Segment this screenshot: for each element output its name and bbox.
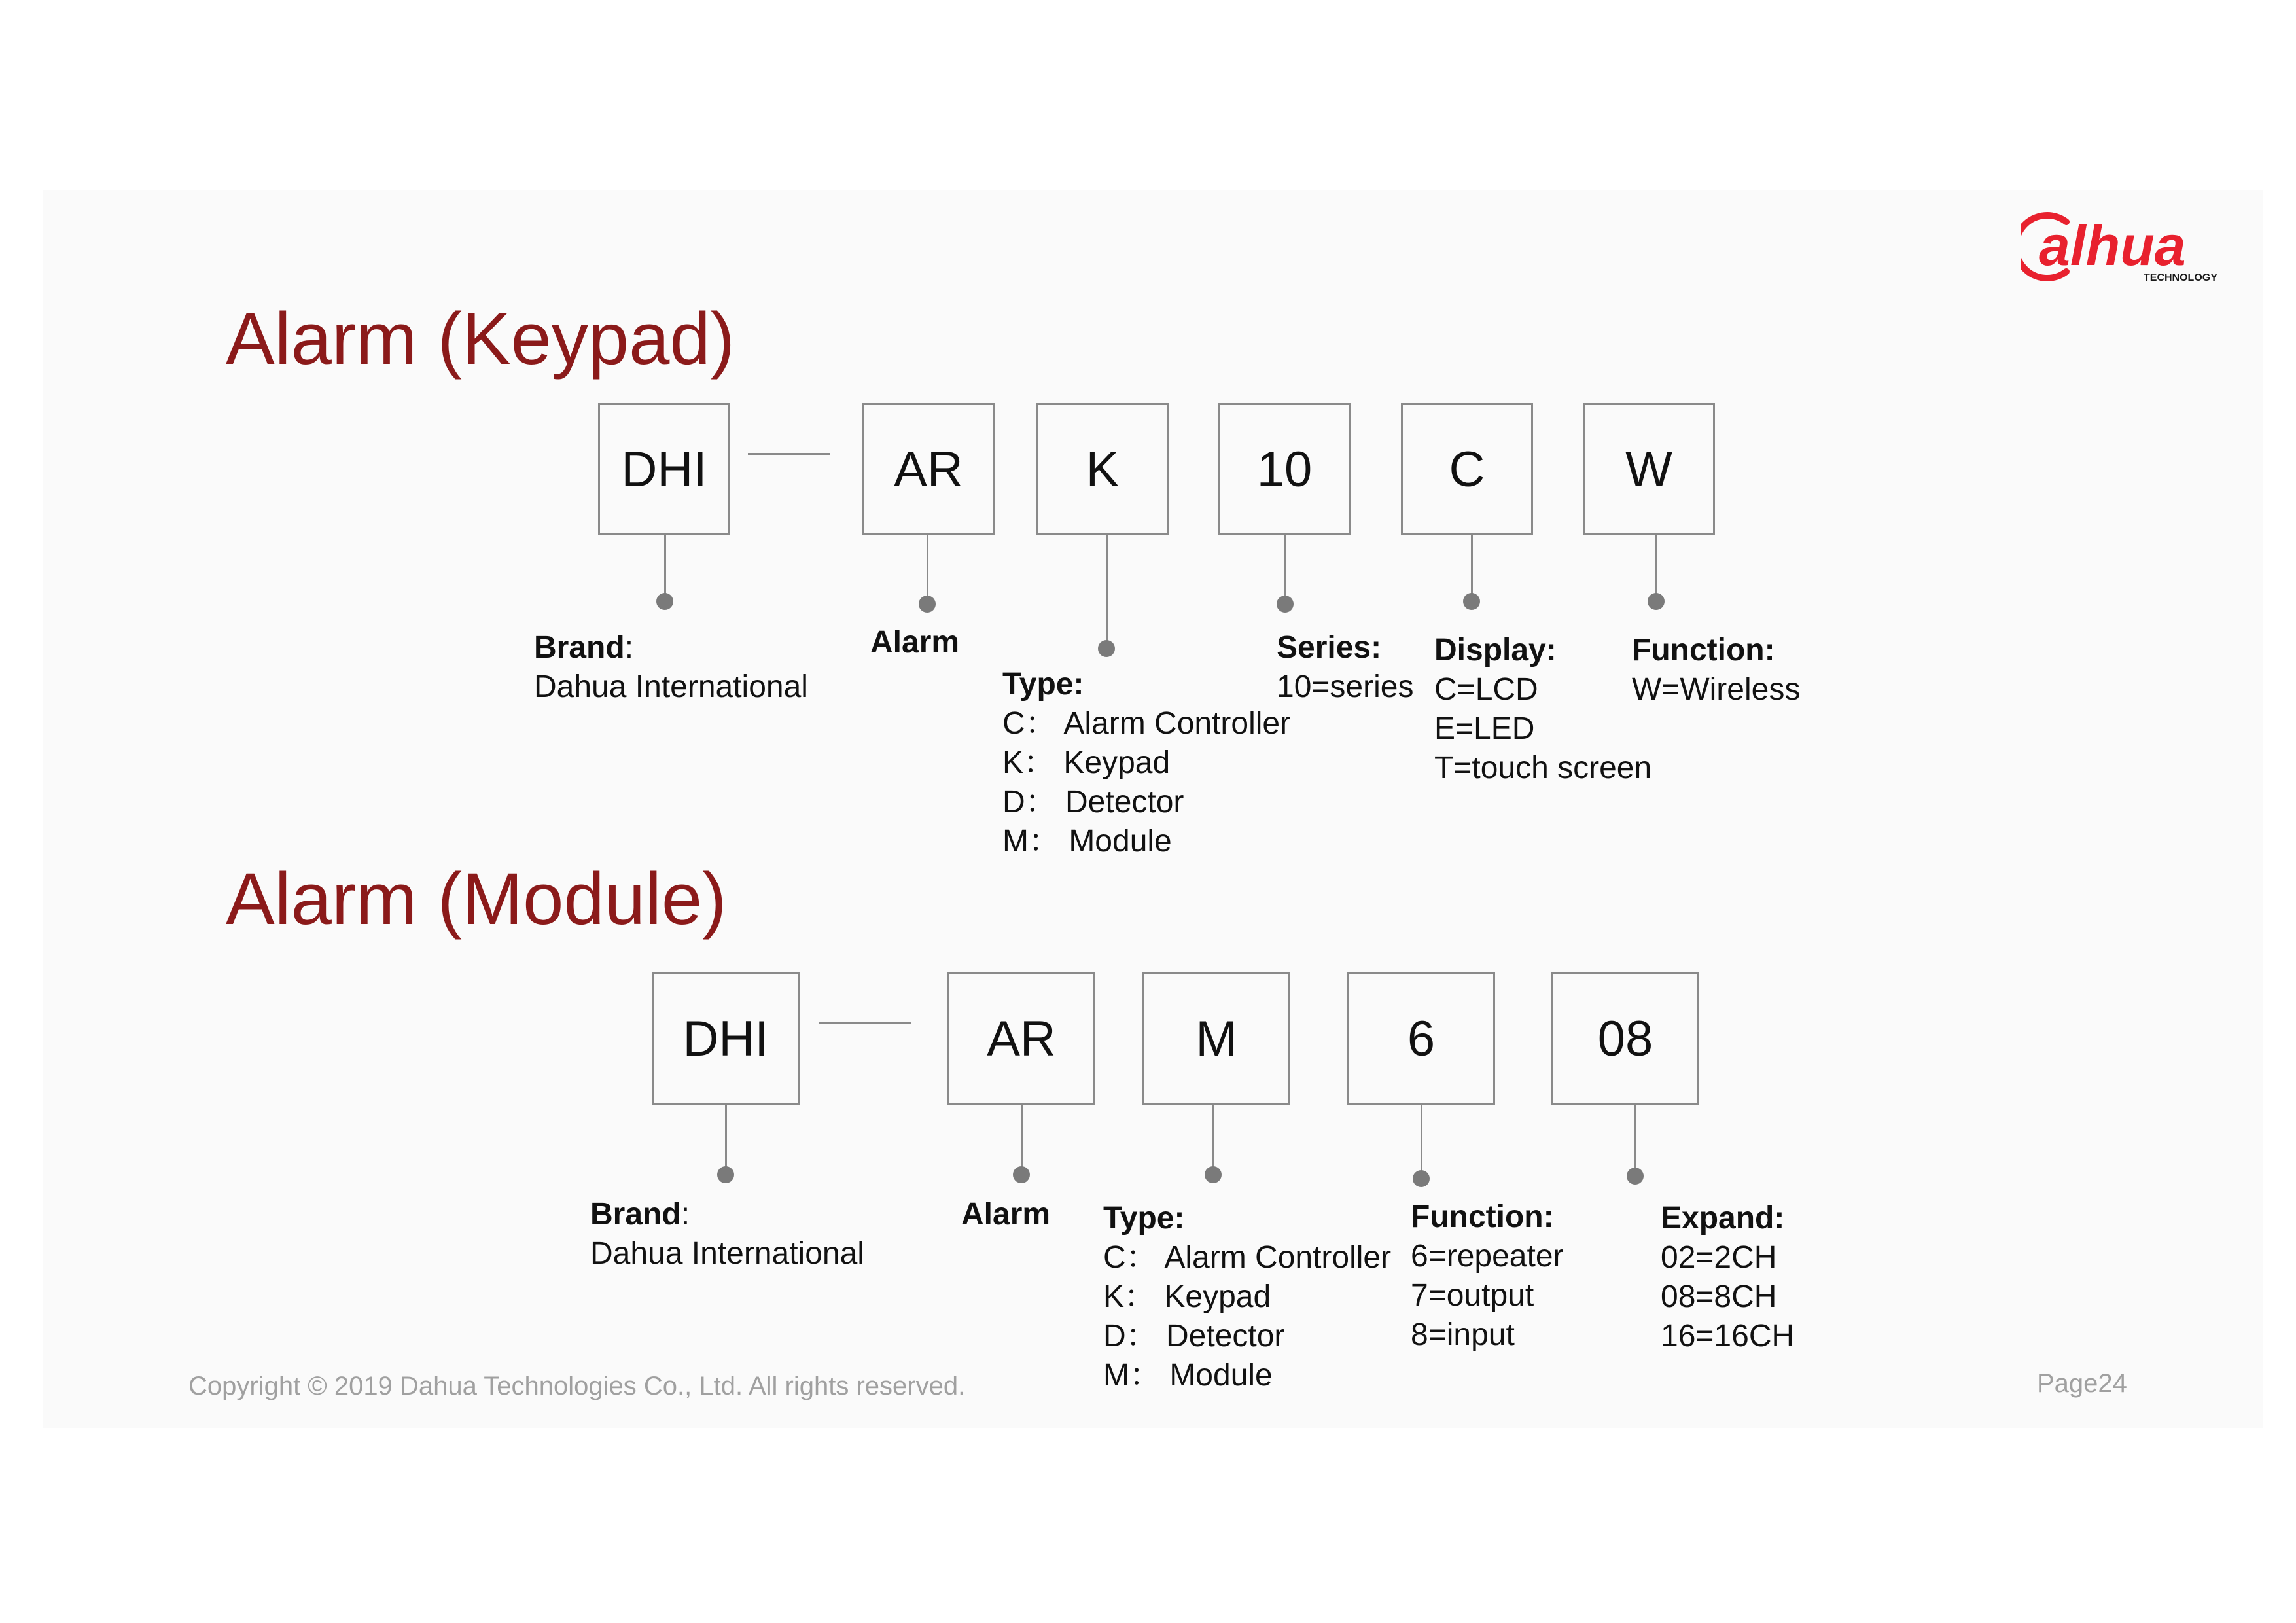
keypad-box-alarm: AR (862, 403, 995, 535)
module-type-leader (1212, 1105, 1214, 1174)
module-function-7: 7=output (1411, 1278, 1534, 1313)
keypad-display-dot (1463, 593, 1480, 610)
keypad-alarm-dot (919, 596, 936, 613)
module-alarm-dot (1013, 1166, 1030, 1183)
module-type-k: K： Keypad (1103, 1279, 1271, 1314)
keypad-function-leader (1655, 535, 1657, 601)
module-function-dot (1413, 1170, 1430, 1187)
keypad-display-e: E=LED (1434, 711, 1535, 746)
keypad-type-c: C： Alarm Controller (1002, 706, 1291, 741)
module-box-brand: DHI (652, 972, 800, 1105)
keypad-function-head: Function: (1632, 633, 1775, 668)
module-function-head: Function: (1411, 1200, 1554, 1234)
keypad-series-value: 10=series (1277, 669, 1414, 704)
copyright-text: Copyright © 2019 Dahua Technologies Co., Ltd. All rights reserved. (188, 1372, 966, 1400)
keypad-type-label (1002, 665, 1290, 861)
module-expand-label (1661, 1199, 1794, 1356)
keypad-display-label (1434, 631, 1651, 788)
keypad-function-w: W=Wireless (1632, 672, 1801, 707)
module-type-d: D： Detector (1103, 1319, 1285, 1353)
keypad-series-head: Series: (1277, 630, 1382, 665)
dahua-logo (2021, 207, 2244, 286)
module-type-c: C： Alarm Controller (1103, 1240, 1392, 1275)
keypad-box-brand: DHI (598, 403, 730, 535)
module-expand-leader (1634, 1105, 1636, 1175)
module-brand-dot (717, 1166, 734, 1183)
module-box-function: 6 (1347, 972, 1495, 1105)
keypad-type-d: D： Detector (1002, 785, 1184, 819)
module-expand-08: 08=8CH (1661, 1279, 1777, 1314)
keypad-brand-dot (656, 593, 673, 610)
module-box-alarm: AR (947, 972, 1095, 1105)
keypad-box-type: K (1036, 403, 1169, 535)
keypad-function-label (1632, 631, 1800, 709)
module-alarm-leader (1021, 1105, 1023, 1174)
keypad-series-leader (1284, 535, 1286, 603)
module-type-head: Type: (1103, 1201, 1185, 1236)
keypad-display-c: C=LCD (1434, 672, 1538, 707)
module-function-8: 8=input (1411, 1317, 1515, 1352)
keypad-function-dot (1648, 593, 1665, 610)
module-expand-dot (1627, 1168, 1644, 1185)
module-dash (819, 1022, 911, 1024)
keypad-display-t: T=touch screen (1434, 751, 1652, 785)
keypad-dash (748, 453, 830, 455)
keypad-brand-label (534, 628, 808, 707)
module-type-m: M： Module (1103, 1358, 1273, 1393)
keypad-box-series: 10 (1218, 403, 1351, 535)
module-alarm-label (961, 1195, 1050, 1234)
logo-subtext: TECHNOLOGY (2144, 272, 2217, 283)
keypad-brand-leader (664, 535, 666, 601)
keypad-brand-head: Brand (534, 630, 625, 665)
logo-text: alhua (2039, 215, 2186, 277)
keypad-series-label (1277, 628, 1413, 707)
module-expand-head: Expand: (1661, 1201, 1785, 1236)
module-box-expand: 08 (1551, 972, 1699, 1105)
keypad-display-leader (1471, 535, 1473, 601)
module-title: Alarm (Module) (226, 858, 727, 940)
module-function-leader (1421, 1105, 1422, 1178)
module-type-dot (1205, 1166, 1222, 1183)
page-number: Page24 (2037, 1369, 2127, 1398)
module-brand-value: Dahua International (590, 1236, 864, 1271)
module-expand-02: 02=2CH (1661, 1240, 1777, 1275)
keypad-title: Alarm (Keypad) (226, 298, 735, 380)
keypad-type-m: M： Module (1002, 824, 1172, 859)
keypad-brand-colon: : (624, 630, 634, 665)
module-brand-label (590, 1195, 864, 1274)
keypad-alarm-label (870, 623, 959, 662)
module-brand-colon: : (680, 1197, 690, 1232)
module-alarm-head: Alarm (961, 1197, 1051, 1232)
keypad-type-head: Type: (1002, 667, 1084, 702)
keypad-type-leader (1106, 535, 1108, 648)
module-function-label (1411, 1198, 1564, 1355)
keypad-display-head: Display: (1434, 633, 1557, 668)
keypad-series-dot (1277, 596, 1294, 613)
keypad-type-dot (1098, 640, 1115, 657)
keypad-box-display: C (1401, 403, 1533, 535)
module-function-6: 6=repeater (1411, 1239, 1564, 1274)
module-brand-head: Brand (590, 1197, 681, 1232)
keypad-box-function: W (1583, 403, 1715, 535)
module-brand-leader (725, 1105, 727, 1174)
keypad-alarm-head: Alarm (870, 625, 960, 660)
module-expand-16: 16=16CH (1661, 1319, 1795, 1353)
keypad-brand-value: Dahua International (534, 669, 808, 704)
keypad-type-k: K： Keypad (1002, 745, 1171, 780)
module-box-type: M (1142, 972, 1290, 1105)
module-type-label (1103, 1199, 1391, 1395)
keypad-alarm-leader (927, 535, 928, 603)
